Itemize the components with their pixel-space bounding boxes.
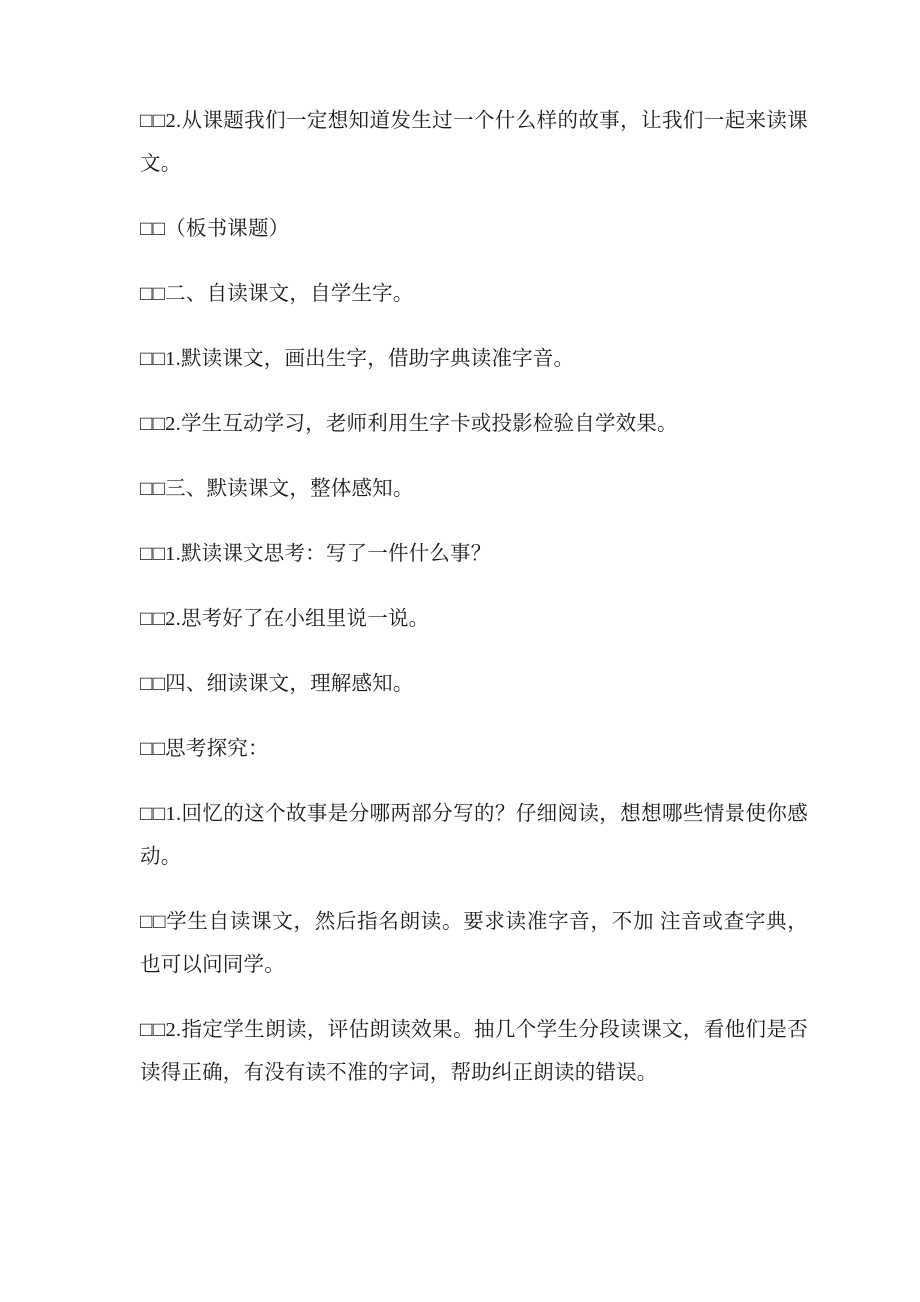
paragraph: □□四、细读课文，理解感知。 <box>140 673 414 695</box>
paragraph: □□2.思考好了在小组里说一说。 <box>140 608 430 630</box>
paragraph: □□二、自读课文，自学生字。 <box>140 283 414 305</box>
paragraph: □□2.指定学生朗读，评估朗读效果。抽几个学生分段读课文，看他们是否读得正确，有没有读不准的字词，帮助纠正朗读的错误。 <box>140 1019 808 1084</box>
paragraph: □□1.回忆的这个故事是分哪两部分写的？仔细阅读，想想哪些情景使你感动。 <box>140 803 808 868</box>
paragraph: □□2.从课题我们一定想知道发生过一个什么样的故事，让我们一起来读课文。 <box>140 110 808 175</box>
paragraph: □□学生自读课文，然后指名朗读。要求读准字音，不加 注音或查字典，也可以问同学。 <box>140 911 808 976</box>
paragraph: □□（板书课题） <box>140 218 290 240</box>
paragraph: □□2.学生互动学习，老师利用生字卡或投影检验自学效果。 <box>140 413 678 435</box>
paragraph: □□1.默读课文，画出生字，借助字典读准字音。 <box>140 348 575 370</box>
paragraph: □□三、默读课文，整体感知。 <box>140 478 414 500</box>
document-body <box>140 100 808 1095</box>
paragraph: □□思考探究： <box>140 738 269 760</box>
paragraph: □□1.默读课文思考：写了一件什么事？ <box>140 543 492 565</box>
